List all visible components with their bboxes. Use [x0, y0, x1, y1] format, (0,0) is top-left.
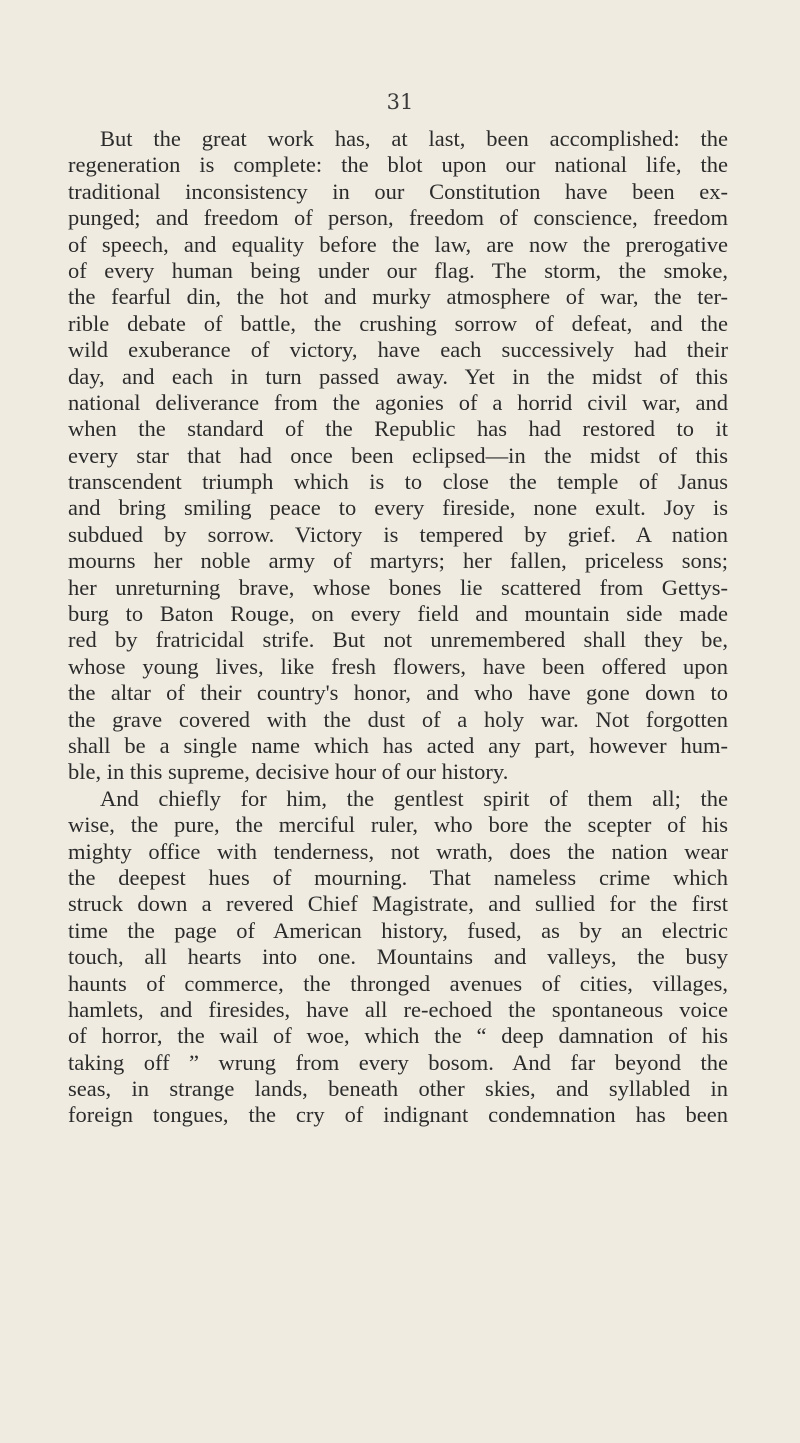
text-line: of speech, and equality before the law, are now the prerogative [68, 231, 728, 257]
text-line: of horror, the wail of woe, which the “ deep damnation of his [68, 1023, 728, 1049]
text-line: whose young lives, like fresh flowers, have been offered upon [68, 653, 728, 679]
text-line: of every human being under our flag. The storm, the smoke, [68, 257, 728, 283]
text-line: mighty office with tenderness, not wrath, does the nation wear [68, 838, 728, 864]
text-line: the grave covered with the dust of a holy war. Not forgotten [68, 706, 728, 732]
text-line: punged; and freedom of person, freedom of conscience, freedom [68, 205, 728, 231]
text-line: national deliverance from the agonies of a horrid civil war, and [68, 389, 728, 415]
body-text [68, 126, 728, 1129]
text-line: wild exuberance of victory, have each successively had their [68, 337, 728, 363]
page-number: 31 [386, 90, 414, 114]
text-line: ble, in this supreme, decisive hour of our history. [68, 759, 509, 785]
text-line: red by fratricidal strife. But not unremembered shall they be, [68, 627, 728, 653]
text-line: the altar of their country's honor, and who have gone down to [68, 680, 728, 706]
text-line: foreign tongues, the cry of indignant condemnation has been [68, 1102, 728, 1128]
text-line: hamlets, and firesides, have all re-echoed the spontaneous voice [68, 996, 728, 1022]
text-line: seas, in strange lands, beneath other skies, and syllabled in [68, 1076, 728, 1102]
text-line: time the page of American history, fused, as by an electric [68, 917, 728, 943]
text-line: every star that had once been eclipsed—in the midst of this [68, 442, 728, 468]
text-line: But the great work has, at last, been accomplished: the [100, 126, 728, 151]
text-line: and bring smiling peace to every fireside, none exult. Joy is [68, 495, 728, 521]
text-line: the fearful din, the hot and murky atmosphere of war, the ter- [68, 284, 728, 310]
text-line: struck down a revered Chief Magistrate, and sullied for the first [68, 891, 728, 917]
text-line: subdued by sorrow. Victory is tempered by grief. A nation [68, 521, 728, 547]
text-line: transcendent triumph which is to close the temple of Janus [68, 469, 728, 495]
text-line: shall be a single name which has acted any part, however hum- [68, 732, 728, 758]
text-line: when the standard of the Republic has had restored to it [68, 416, 728, 442]
text-line: touch, all hearts into one. Mountains and valleys, the busy [68, 944, 728, 970]
text-line: her unreturning brave, whose bones lie scattered from Gettys- [68, 574, 728, 600]
text-line: taking off ” wrung from every bosom. And far beyond the [68, 1049, 728, 1075]
text-line: day, and each in turn passed away. Yet in the midst of this [68, 363, 728, 389]
text-line: traditional inconsistency in our Constitution have been ex- [68, 178, 728, 204]
text-line: rible debate of battle, the crushing sorrow of defeat, and the [68, 310, 728, 336]
text-line: wise, the pure, the merciful ruler, who bore the scepter of his [68, 812, 728, 838]
text-line: the deepest hues of mourning. That nameless crime which [68, 864, 728, 890]
text-line: haunts of commerce, the thronged avenues of cities, villages, [68, 970, 728, 996]
text-line: And chiefly for him, the gentlest spirit of them all; the [100, 785, 728, 811]
text-line: burg to Baton Rouge, on every field and mountain side made [68, 601, 728, 627]
text-line: mourns her noble army of martyrs; her fallen, priceless sons; [68, 548, 728, 574]
text-line: regeneration is complete: the blot upon our national life, the [68, 152, 728, 178]
